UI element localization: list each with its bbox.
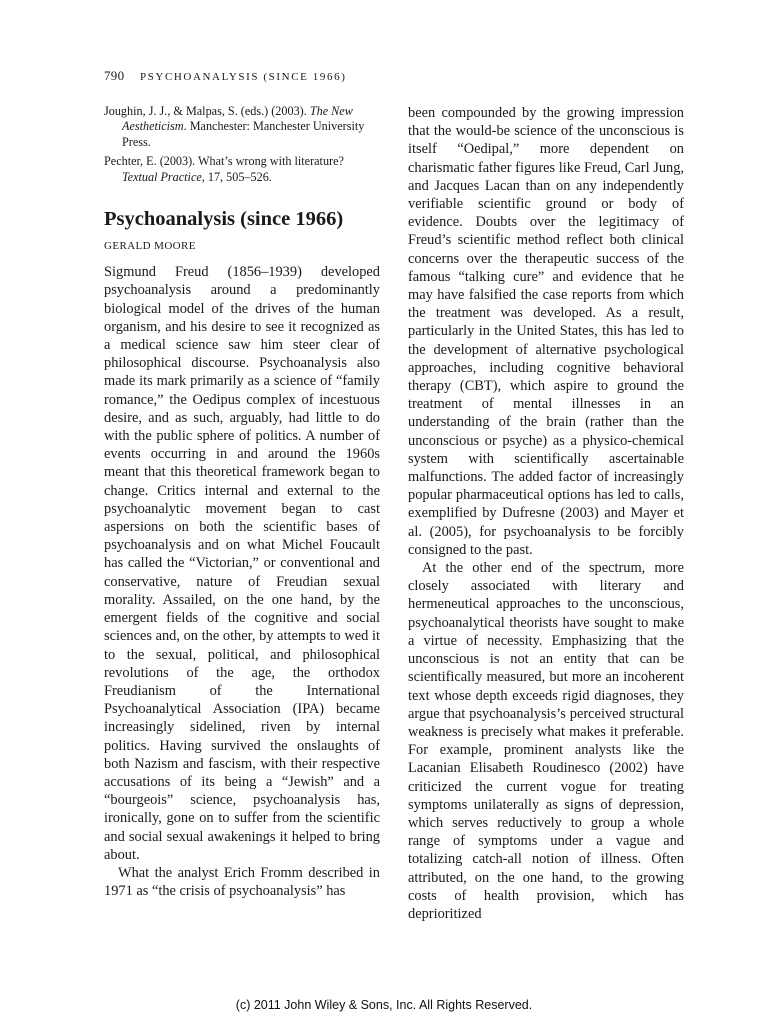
left-column <box>104 104 380 900</box>
body-paragraph: been compounded by the growing impression that the would-be science of the unconscious is itself “Oedipal,” more dependent on charismatic father figures like Freud, Carl Jung, and Jacques Lacan than on any independently verifiable scientific ground or body of evidence. Doubts over the legitimacy of Freud’s scientific method reflect both clinical concerns over the therapeutic success of the famous “talking cure” and evidence that he may have falsified the case reports from which the treatment was developed. As a result, particularly in the United States, this has led to the development of alternative psychological approaches, including cognitive behavioral therapy (CBT), which aspire to ground the treatment of mental illnesses in an understanding of the brain (rather than the unconscious or psyche) as a physico-chemical system with scientifically ascertainable malfunctions. The added factor of increasingly popular pharmaceutical options has led to calls, exemplified by Dufresne (2003) and Mayer et al. (2005), for psychoanalysis to be forcibly consigned to the past. <box>408 105 684 558</box>
running-head-title: PSYCHOANALYSIS (SINCE 1966) <box>139 71 347 83</box>
reference-entry: Pechter, E. (2003). What’s wrong with literature? Textual Practice, 17, 505–526. <box>104 154 344 184</box>
running-head <box>104 68 346 84</box>
body-paragraph: Sigmund Freud (1856–1939) developed psychoanalysis around a predominantly biological model of the drives of the human organism, and his desire to see it recognized as a medical science saw him steer clear of philosophical discourse. Psychoanalysis also made its mark primarily as a science of “family romance,” the Oedipus complex of incestuous desire, and as such, arguably, had little to do with the public sphere of politics. A number of events occurring in and around the 1960s meant that this theoretical framework began to change. Critics internal and external to the psychoanalytic movement began to cast aspersions on both the scientific bases of psychoanalysis and on what Michel Foucault has called the “Victorian,” or conventional and conservative, nature of Freudian sexual morality. Assailed, on the one hand, by the emergent fields of the cognitive and social sciences and, on the other, by attempts to wed it to the sexual, political, and philosophical revolutions of the age, the orthodox Freudianism of the International Psychoanalytical Association (IPA) became increasingly sidelined, riven by internal politics. Having survived the onslaughts of both Nazism and fascism, with their respective accusations of its being a “Jewish” and a “bourgeois” science, psychoanalysis has, ironically, gone on to suffer from the scientific and social sexual awakenings it helped to bring about. <box>104 264 380 863</box>
body-paragraph: What the analyst Erich Fromm described in 1971 as “the crisis of psychoanalysis” has <box>104 864 380 900</box>
page-number: 790 <box>104 68 125 83</box>
right-column <box>408 104 684 923</box>
reference-entry: Joughin, J. J., & Malpas, S. (eds.) (2003). The New Aestheticism. Manchester: Manchester University Press. <box>104 104 365 149</box>
body-paragraph: At the other end of the spectrum, more closely associated with literary and hermeneutical approaches to the unconscious, psychoanalytical theorists have sought to make a virtue of necessity. Emphasizing that the unconscious is not an entity that can be scientifically measured, but more an incoherent text whose depth exceeds rigid diagnoses, they argue that psychoanalysis’s perceived structural weakness is precisely what makes it preferable. For example, prominent analysts like the Lacanian Elisabeth Roudinesco (2002) have criticized the current vogue for treating symptoms unilaterally as signs of depression, which serves reductively to group a whole range of symptoms under a vague and totalizing catch-all notion of illness. Often attributed, on the one hand, to the growing costs of health provision, which has deprioritized <box>408 560 684 922</box>
copyright-notice: (c) 2011 John Wiley & Sons, Inc. All Rights Reserved. <box>235 998 533 1012</box>
entry-title: Psychoanalysis (since 1966) <box>104 208 344 231</box>
entry-author: GERALD MOORE <box>104 240 196 253</box>
